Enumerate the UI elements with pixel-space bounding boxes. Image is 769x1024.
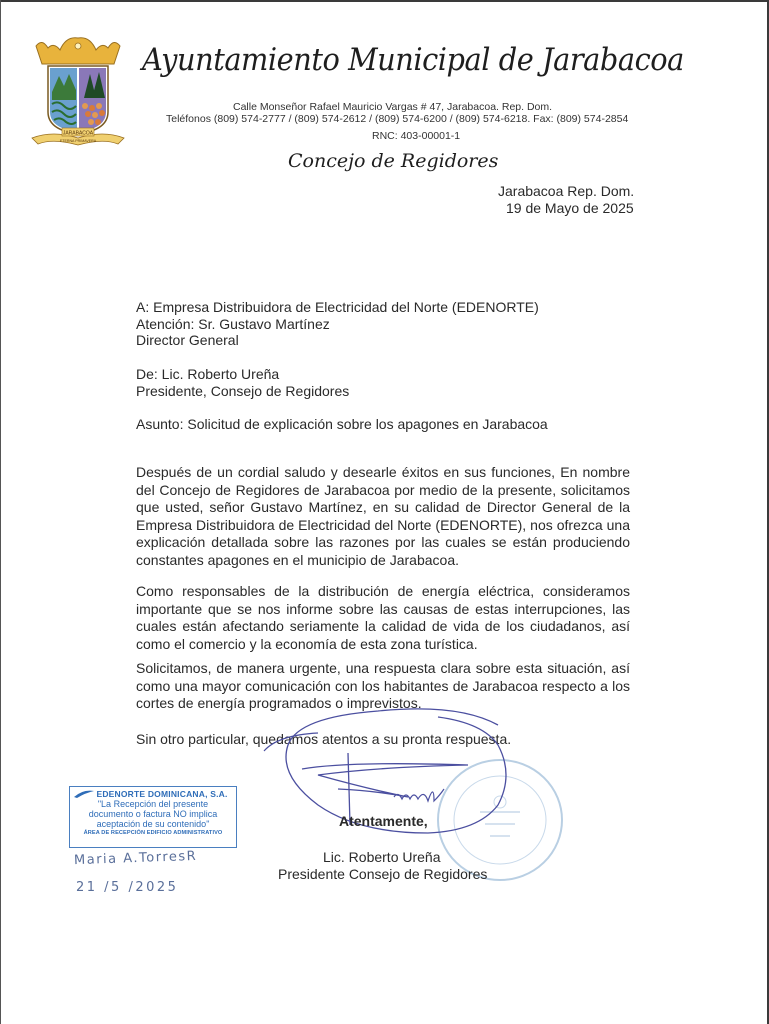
stamp-company: EDENORTE DOMINICANA, S.A. [96, 789, 228, 799]
sender-title: Presidente, Consejo de Regidores [136, 383, 350, 399]
dateline-date: 19 de Mayo de 2025 [506, 200, 634, 216]
stamp-line-1: "La Recepción del presente [97, 799, 209, 809]
body-paragraph-2: Como responsables de la distribución de energía eléctrica, consideramos importante que se nos informe sobre las causas de estas interrupciones, las cuales están afectando seriamente la calidad de vida de los ciudadanos, así como el comercio y la economía de esta zona turística. [136, 583, 630, 652]
closing-line: Sin otro particular, quedamos atentos a su pronta respuesta. [136, 731, 512, 747]
letterhead-phones: Teléfonos (809) 574-2777 / (809) 574-2612 / (809) 574-6200 / (809) 574-6218. Fax: (809) 574-2854 [166, 113, 629, 125]
handwritten-signature [258, 705, 518, 855]
signature-regards: Atentamente, [339, 813, 428, 829]
logo-text: JARABACOA [62, 130, 94, 137]
recipient-attention: Atención: Sr. Gustavo Martínez [136, 316, 330, 332]
subject-line: Asunto: Solicitud de explicación sobre los apagones en Jarabacoa [136, 416, 548, 432]
signer-title: Presidente Consejo de Regidores [278, 866, 488, 882]
handwritten-receipt-date: 21 /5 /2025 [76, 880, 179, 895]
recipient-title: Director General [136, 332, 239, 348]
body-paragraph-1: Después de un cordial saludo y desearle éxitos en sus funciones, En nombre del Concejo de Regidores de Jarabacoa por medio de la presente, solicitamos que usted, señor Gustavo Martínez, en su calidad de Director General de la Empresa Distribuidora de Electricidad del Norte (EDENORTE), nos ofrezca una explicación detallada sobre las razones por las cuales se están produciendo constantes apagones en el municipio de Jarabacoa. [136, 464, 630, 568]
stamp-line-2: documento o factura NO implica [88, 809, 218, 819]
stamp-footer: ÁREA DE RECEPCIÓN EDIFICIO ADMINISTRATIVO [83, 830, 223, 836]
organization-name: Ayuntamiento Municipal de Jarabacoa [142, 42, 684, 78]
handwritten-receiver-name: Maria A.TorresR [73, 848, 198, 869]
letterhead-rnc: RNC: 403-00001-1 [372, 130, 461, 142]
letterhead-address: Calle Monseñor Rafael Mauricio Vargas # 47, Jarabacoa. Rep. Dom. [233, 101, 553, 113]
council-name: Concejo de Regidores [288, 150, 499, 172]
page-edge-top [0, 0, 769, 2]
logo-ribbon-text: ETERNA PRIMAVERA [59, 139, 97, 143]
body-paragraph-3: Solicitamos, de manera urgente, una respuesta clara sobre esta situación, así como una mayor comunicación con los habitantes de Jarabacoa respecto a los cortes de energía programados o imprevistos. [136, 660, 630, 712]
edenorte-logo-icon [73, 789, 95, 799]
dateline-place: Jarabacoa Rep. Dom. [498, 183, 635, 199]
recipient-to: A: Empresa Distribuidora de Electricidad del Norte (EDENORTE) [136, 299, 539, 315]
coat-of-arms-logo [28, 34, 128, 149]
page-edge-left [0, 0, 1, 1024]
sender-from: De: Lic. Roberto Ureña [136, 366, 280, 382]
signer-name: Lic. Roberto Ureña [323, 849, 441, 865]
crown-icon [36, 38, 120, 64]
stamp-line-3: aceptación de su contenido" [96, 819, 210, 829]
reception-stamp [69, 786, 237, 848]
